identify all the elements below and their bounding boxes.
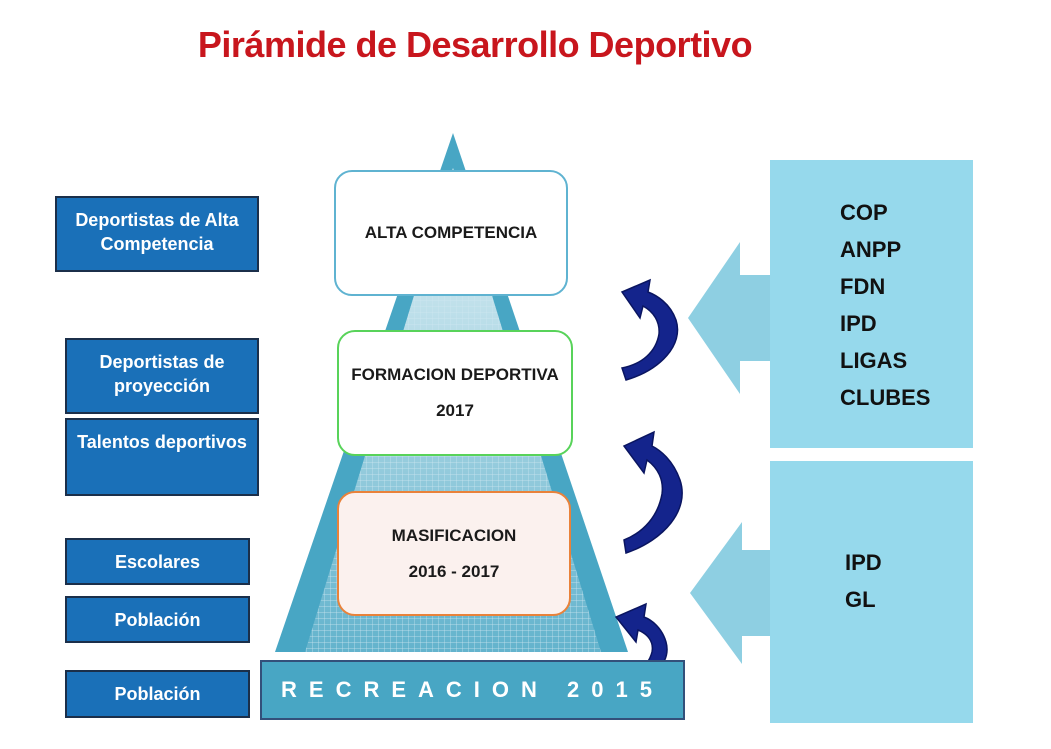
label-line: Deportistas de Alta: [75, 210, 239, 230]
stage-formacion-deportiva: [337, 330, 573, 456]
diagram-title: Pirámide de Desarrollo Deportivo: [197, 24, 753, 65]
panel-item-cop: COP: [840, 200, 888, 225]
panel-item-ligas: LIGAS: [840, 348, 908, 373]
right-panel-bottom-list: [845, 544, 882, 618]
panel-item-fdn: FDN: [840, 274, 886, 299]
panel-item-ipd: IPD: [845, 550, 882, 575]
stage-label: MASIFICACION: [391, 525, 517, 545]
panel-item-gl: GL: [845, 587, 876, 612]
stage-label: ALTA COMPETENCIA: [364, 223, 538, 242]
stage-label: FORMACION DEPORTIVA: [351, 365, 559, 384]
stage-year: 2016 - 2017: [408, 561, 500, 581]
right-panel-top-list: [840, 194, 930, 416]
label-line: Población: [114, 609, 201, 630]
arrow-left-bottom: [690, 522, 770, 664]
stage-alta-competencia: [334, 170, 568, 296]
curved-arrow-middle: [624, 432, 682, 553]
panel-item-clubes: CLUBES: [840, 385, 931, 410]
stage-year: 2017: [436, 401, 474, 420]
label-line: Escolares: [114, 551, 201, 572]
stage-recreacion: RECREACION 2015: [260, 660, 685, 720]
label-line: Deportistas de: [99, 352, 225, 372]
label-line: Talentos deportivos: [77, 432, 247, 452]
stage-masificacion: [337, 491, 571, 616]
curved-arrow-top: [622, 280, 678, 380]
label-line: Población: [114, 684, 201, 704]
arrow-left-top: [688, 242, 770, 394]
panel-item-anpp: ANPP: [840, 237, 902, 262]
label-line: proyección: [113, 376, 210, 396]
panel-item-ipd: IPD: [840, 311, 877, 336]
label-line: Competencia: [100, 234, 214, 254]
